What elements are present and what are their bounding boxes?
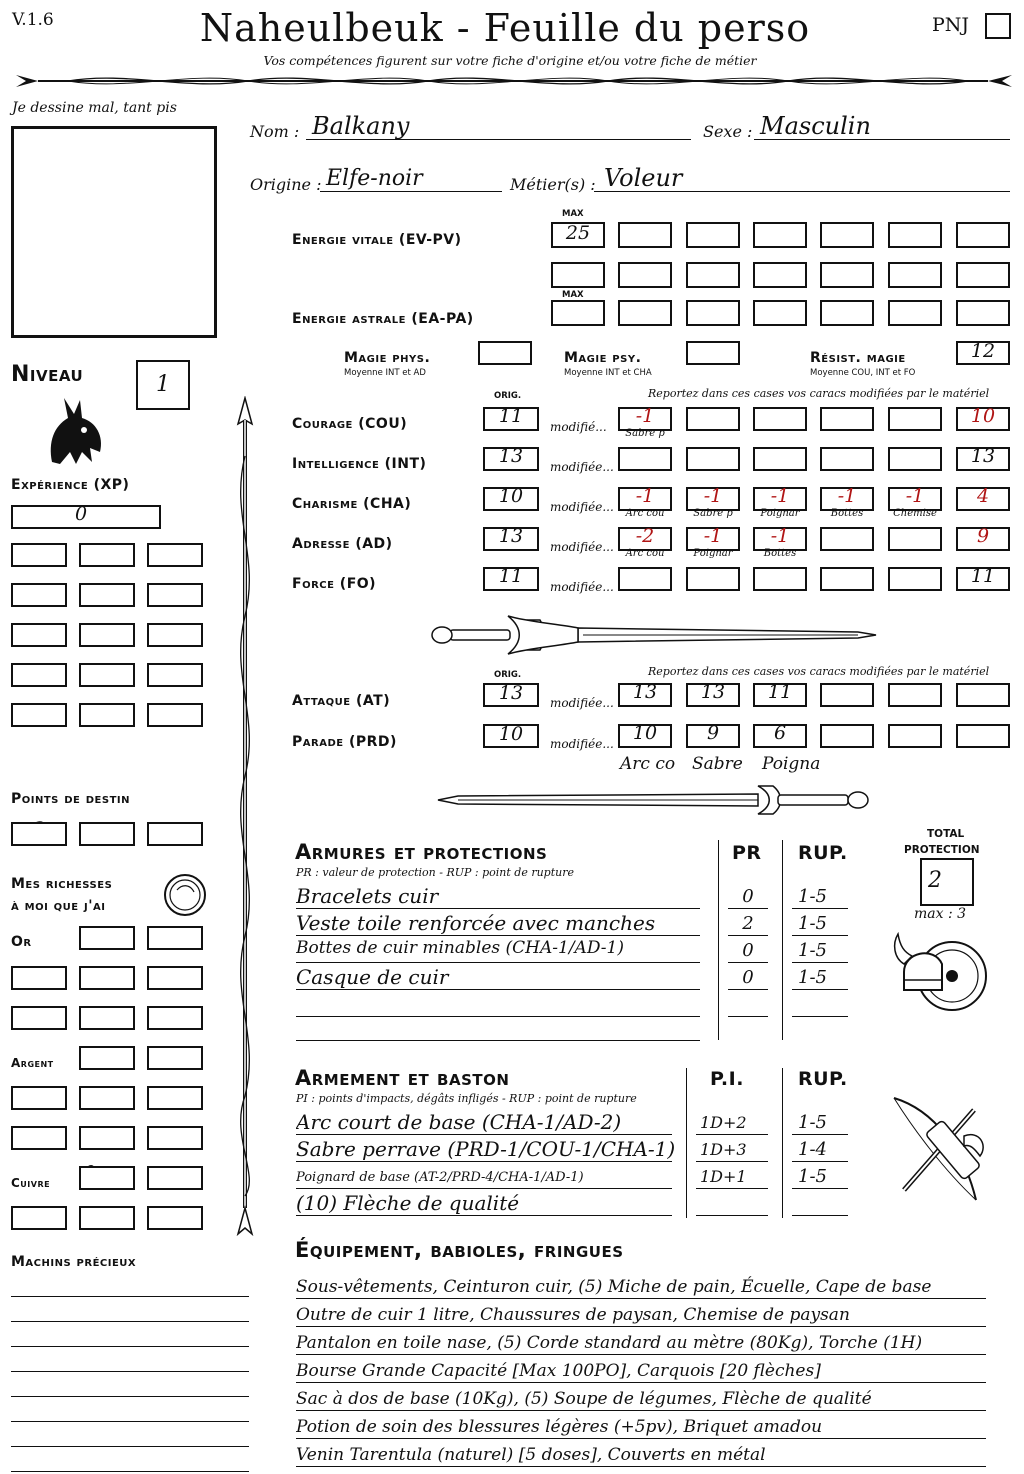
arme-name[interactable]: Arc court de base (CHA-1/AD-2) — [296, 1110, 622, 1134]
ev-max-value: 25 — [565, 222, 591, 244]
machins-line[interactable] — [11, 1296, 249, 1297]
prd-mod-box-1-value: 9 — [706, 722, 720, 744]
attaque-modifie-label: modifiée... — [550, 696, 614, 710]
equipement-line[interactable]: Sac à dos de base (10Kg), (5) Soupe de légumes, Flèche de qualité — [296, 1388, 986, 1411]
equipement-line[interactable]: Pantalon en toile nase, (5) Corde standard au mètre (80Kg), Torche (1H) — [296, 1332, 986, 1355]
carac-note-3-2: Bottes — [763, 548, 797, 559]
dragon-icon — [38, 392, 108, 468]
machins-line[interactable] — [11, 1321, 249, 1322]
at-mod-box-5[interactable] — [956, 683, 1010, 707]
prd-mod-box-2-value: 6 — [773, 722, 787, 744]
xp-box-4-1[interactable] — [79, 703, 135, 727]
richesses-label-2: à moi que j'ai — [11, 898, 106, 914]
armure-pr-underline — [728, 989, 768, 990]
money-box-2-2[interactable] — [147, 1006, 203, 1030]
arme-pi[interactable]: 1D+1 — [700, 1167, 747, 1186]
magie-psy-label: Magie psy. — [564, 350, 642, 366]
armure-name[interactable]: Bottes de cuir minables (CHA-1/AD-1) — [296, 938, 624, 958]
armure-underline — [296, 1040, 700, 1041]
armure-pr[interactable]: 0 — [742, 940, 754, 961]
carac-label-0: Courage (COU) — [292, 416, 408, 432]
money-box-5-0[interactable] — [11, 1126, 67, 1150]
ev-box-row1-1[interactable] — [618, 222, 672, 248]
ea-box-3[interactable] — [753, 300, 807, 326]
weapons-icon — [884, 1090, 994, 1210]
xp-box-1-1[interactable] — [79, 583, 135, 607]
arme-underline — [296, 1134, 672, 1135]
magie-phys-hint: Moyenne INT et AD — [344, 368, 426, 378]
xp-box-3-2[interactable] — [147, 663, 203, 687]
prd-mod-box-4[interactable] — [888, 724, 942, 748]
carac-mod-box-4-0[interactable] — [618, 567, 672, 591]
pnj-label: PNJ — [932, 14, 970, 36]
caracs-report-hint: Reportez dans ces cases vos caracs modifiées par le matériel — [648, 387, 990, 400]
carac-label-3: Adresse (AD) — [292, 536, 393, 552]
portrait-box[interactable] — [11, 126, 217, 338]
armure-underline — [296, 962, 700, 963]
armure-name[interactable]: Bracelets cuir — [296, 884, 439, 908]
xp-box-0-0[interactable] — [11, 543, 67, 567]
ev-label: Energie vitale (EV-PV) — [292, 232, 462, 248]
destin-box-2[interactable] — [147, 822, 203, 846]
arme-underline — [296, 1188, 672, 1189]
carac-note-2-4: Chemise — [893, 508, 937, 519]
total-max-label: max : 3 — [914, 906, 967, 922]
carac-mod-box-3-4[interactable] — [888, 527, 942, 551]
carac-mod-box-1-3[interactable] — [820, 447, 874, 471]
money-box-4-2[interactable] — [147, 1086, 203, 1110]
niveau-value: 1 — [156, 372, 170, 397]
arme-rup-underline — [792, 1188, 848, 1189]
money-box-5-2[interactable] — [147, 1126, 203, 1150]
carac-mod-box-2-3-value: -1 — [837, 485, 857, 507]
destin-label: Points de destin — [11, 791, 130, 807]
armures-hint: PR : valeur de protection - RUP : point de rupture — [296, 866, 574, 879]
armure-rup-underline — [792, 1016, 848, 1017]
weapon-note-3: Poigna — [762, 754, 821, 774]
ev-max-label: MAX — [562, 209, 584, 219]
at-mod-box-4[interactable] — [888, 683, 942, 707]
carac-mod-box-1-1[interactable] — [686, 447, 740, 471]
weapon-note-2: Sabre — [692, 754, 743, 774]
destin-box-1[interactable] — [79, 822, 135, 846]
money-box-6-1[interactable] — [79, 1166, 135, 1190]
armures-rup-label: RUP. — [798, 842, 848, 864]
armure-rup[interactable]: 1-5 — [798, 940, 827, 961]
parade-label: Parade (PRD) — [292, 734, 397, 750]
money-box-0-2[interactable] — [147, 926, 203, 950]
magie-phys-box[interactable] — [478, 341, 532, 365]
armure-pr-underline — [728, 1016, 768, 1017]
pnj-checkbox[interactable] — [985, 13, 1011, 39]
carac-modifie-label-4: modifiée... — [550, 580, 614, 594]
arme-name[interactable]: (10) Flèche de qualité — [296, 1191, 520, 1215]
caracs-orig-label: ORIG. — [494, 391, 522, 401]
armure-rup[interactable]: 1-5 — [798, 886, 827, 907]
armure-pr[interactable]: 2 — [742, 913, 754, 934]
equipement-line[interactable]: Bourse Grande Capacité [Max 100PO], Carquois [20 flèches] — [296, 1360, 986, 1383]
carac-mod-box-4-1[interactable] — [686, 567, 740, 591]
money-box-7-2[interactable] — [147, 1206, 203, 1230]
armement-hint: PI : points d'impacts, dégâts infligés - RUP : point de rupture — [296, 1092, 637, 1105]
carac-mod-box-2-4-value: -1 — [905, 485, 925, 507]
money-box-1-1[interactable] — [79, 966, 135, 990]
ev-box-row1-6[interactable] — [956, 222, 1010, 248]
carac-note-2-2: Poignar — [760, 508, 800, 519]
carac-mod-box-4-4[interactable] — [888, 567, 942, 591]
carac-orig-box-2-value: 10 — [498, 485, 524, 507]
armure-pr[interactable]: 0 — [742, 967, 754, 988]
carac-note-0-0: Sabre p — [625, 428, 665, 439]
money-box-4-1[interactable] — [79, 1086, 135, 1110]
carac-mod-box-0-1[interactable] — [686, 407, 740, 431]
armure-rup[interactable]: 1-5 — [798, 967, 827, 988]
ev-box-row1-3[interactable] — [753, 222, 807, 248]
armure-name[interactable]: Veste toile renforcée avec manches — [296, 911, 656, 935]
carac-note-3-1: Poignar — [693, 548, 733, 559]
carac-final-box-2-value: 4 — [976, 485, 990, 507]
arme-rup[interactable]: 1-4 — [798, 1139, 827, 1160]
carac-mod-box-3-1-value: -1 — [703, 525, 723, 547]
nom-label: Nom : — [250, 122, 300, 141]
sword-icon — [428, 780, 878, 820]
ev-box-row2-5[interactable] — [888, 262, 942, 288]
arme-rup-underline — [792, 1215, 848, 1216]
arme-pi-underline — [696, 1161, 768, 1162]
carac-label-2: Charisme (CHA) — [292, 496, 412, 512]
money-box-6-2[interactable] — [147, 1166, 203, 1190]
arme-pi-underline — [696, 1134, 768, 1135]
origine-label: Origine : — [250, 175, 322, 194]
combat-orig-label: ORIG. — [494, 670, 522, 680]
armure-underline — [296, 935, 700, 936]
carac-orig-box-4-value: 11 — [498, 565, 524, 587]
equipement-title: Équipement, babioles, fringues — [295, 1238, 624, 1262]
armement-title: Armement et baston — [295, 1066, 510, 1090]
ea-label: Energie astrale (EA-PA) — [292, 311, 474, 327]
argent-label: Argent — [11, 1056, 54, 1070]
helmet-shield-icon — [890, 928, 990, 1024]
arme-rup-underline — [792, 1161, 848, 1162]
money-box-1-0[interactable] — [11, 966, 67, 990]
carac-label-1: Intelligence (INT) — [292, 456, 427, 472]
prd-mod-box-0-value: 10 — [632, 722, 658, 744]
carac-mod-box-0-4[interactable] — [888, 407, 942, 431]
ea-box-2[interactable] — [686, 300, 740, 326]
machins-label: Machins précieux — [11, 1254, 137, 1270]
carac-final-box-0-value: 10 — [970, 405, 996, 427]
armure-rup-underline — [792, 935, 848, 936]
xp-box-0-2[interactable] — [147, 543, 203, 567]
portrait-caption: Je dessine mal, tant pis — [12, 100, 177, 116]
carac-mod-box-0-2[interactable] — [753, 407, 807, 431]
vine-divider-icon — [8, 66, 1018, 96]
ev-box-row2-2[interactable] — [686, 262, 740, 288]
magie-psy-box[interactable] — [686, 341, 740, 365]
total-protection-value: 2 — [928, 868, 942, 893]
arme-pi[interactable]: 1D+2 — [700, 1113, 747, 1132]
carac-mod-box-3-3[interactable] — [820, 527, 874, 551]
armure-rup-underline — [792, 908, 848, 909]
carac-orig-box-1-value: 13 — [498, 445, 524, 467]
carac-orig-box-3-value: 13 — [498, 525, 524, 547]
ea-box-6[interactable] — [956, 300, 1010, 326]
ev-box-row1-2[interactable] — [686, 222, 740, 248]
sexe-label: Sexe : — [703, 122, 753, 141]
armure-rup-underline — [792, 962, 848, 963]
carac-mod-box-0-3[interactable] — [820, 407, 874, 431]
carac-final-box-3-value: 9 — [976, 525, 990, 547]
armure-pr-underline — [728, 908, 768, 909]
at-mod-box-0-value: 13 — [632, 681, 658, 703]
machins-line[interactable] — [11, 1421, 249, 1422]
carac-label-4: Force (FO) — [292, 576, 377, 592]
machins-line[interactable] — [11, 1371, 249, 1372]
carac-note-3-0: Arc cou — [625, 548, 665, 559]
money-box-2-0[interactable] — [11, 1006, 67, 1030]
xp-box-2-0[interactable] — [11, 623, 67, 647]
money-box-7-1[interactable] — [79, 1206, 135, 1230]
equipement-line[interactable]: Sous-vêtements, Ceinturon cuir, (5) Miche de pain, Écuelle, Cape de base — [296, 1276, 986, 1299]
armure-rup[interactable]: 1-5 — [798, 913, 827, 934]
xp-label: Expérience (XP) — [11, 477, 130, 493]
resist-magie-label: Résist. magie — [810, 350, 906, 366]
resist-magie-hint: Moyenne COU, INT et FO — [810, 368, 916, 378]
xp-box-2-1[interactable] — [79, 623, 135, 647]
ea-max-label: MAX — [562, 290, 584, 300]
money-box-2-1[interactable] — [79, 1006, 135, 1030]
nom-value[interactable]: Balkany — [312, 112, 410, 140]
ev-box-row2-0[interactable] — [551, 262, 605, 288]
carac-mod-box-3-2-value: -1 — [770, 525, 790, 547]
xp-box-3-1[interactable] — [79, 663, 135, 687]
ea-max-box[interactable] — [551, 300, 605, 326]
xp-box-0-1[interactable] — [79, 543, 135, 567]
resist-magie-value: 12 — [970, 340, 996, 362]
equipement-line[interactable]: Outre de cuir 1 litre, Chaussures de paysan, Chemise de paysan — [296, 1304, 986, 1327]
xp-box-1-2[interactable] — [147, 583, 203, 607]
metier-label: Métier(s) : — [510, 175, 596, 194]
prd-mod-box-5[interactable] — [956, 724, 1010, 748]
at-mod-box-1-value: 13 — [700, 681, 726, 703]
ev-box-row2-3[interactable] — [753, 262, 807, 288]
carac-mod-box-1-4[interactable] — [888, 447, 942, 471]
at-mod-box-2-value: 11 — [767, 681, 793, 703]
armure-rup-underline — [792, 989, 848, 990]
carac-mod-box-2-2-value: -1 — [770, 485, 790, 507]
equipement-line[interactable]: Venin Tarentula (naturel) [5 doses], Couverts en métal — [296, 1444, 986, 1467]
machins-line[interactable] — [11, 1396, 249, 1397]
money-box-7-0[interactable] — [11, 1206, 67, 1230]
carac-mod-box-4-2[interactable] — [753, 567, 807, 591]
carac-modifie-label-2: modifiée... — [550, 500, 614, 514]
origine-value[interactable]: Elfe-noir — [326, 166, 423, 191]
pr-label: PR — [732, 842, 762, 864]
armure-underline — [296, 1016, 700, 1017]
carac-mod-box-1-2[interactable] — [753, 447, 807, 471]
carac-mod-box-4-3[interactable] — [820, 567, 874, 591]
sword-icon — [428, 612, 878, 658]
metier-value[interactable]: Voleur — [604, 164, 683, 192]
xp-value: 0 — [74, 503, 88, 525]
machins-line[interactable] — [11, 1446, 249, 1447]
arme-pi-underline — [696, 1188, 768, 1189]
carac-mod-box-3-0-value: -2 — [635, 525, 655, 547]
carac-note-2-1: Sabre p — [693, 508, 733, 519]
ea-box-4[interactable] — [820, 300, 874, 326]
arme-rup[interactable]: 1-5 — [798, 1166, 827, 1187]
carac-note-2-0: Arc cou — [625, 508, 665, 519]
xp-box-3-0[interactable] — [11, 663, 67, 687]
money-box-4-0[interactable] — [11, 1086, 67, 1110]
armure-underline — [296, 989, 700, 990]
weapon-note-1: Arc co — [620, 754, 676, 774]
prd-mod-box-3[interactable] — [820, 724, 874, 748]
xp-box-2-2[interactable] — [147, 623, 203, 647]
xp-box-4-2[interactable] — [147, 703, 203, 727]
ev-box-row2-4[interactable] — [820, 262, 874, 288]
richesses-label-1: Mes richesses — [11, 876, 113, 892]
version-label: V.1.6 — [12, 10, 54, 30]
carac-final-box-4-value: 11 — [970, 565, 996, 587]
sheet-subtitle: Vos compétences figurent sur votre fiche d'origine et/ou votre fiche de métier — [263, 53, 757, 68]
armure-pr-underline — [728, 935, 768, 936]
arme-underline — [296, 1215, 672, 1216]
xp-box-4-0[interactable] — [11, 703, 67, 727]
arme-name[interactable]: Poignard de base (AT-2/PRD-4/CHA-1/AD-1) — [296, 1170, 584, 1185]
ev-box-row1-5[interactable] — [888, 222, 942, 248]
ev-box-row2-6[interactable] — [956, 262, 1010, 288]
coin-icon — [162, 872, 208, 918]
arme-pi-underline — [696, 1215, 768, 1216]
carac-modifie-label-3: modifiée... — [550, 540, 614, 554]
magie-psy-hint: Moyenne INT et CHA — [564, 368, 652, 378]
money-box-3-1[interactable] — [79, 1046, 135, 1070]
money-box-5-1[interactable] — [79, 1126, 135, 1150]
arme-name[interactable]: Sabre perrave (PRD-1/COU-1/CHA-1) — [296, 1137, 676, 1161]
arme-rup-underline — [792, 1134, 848, 1135]
money-box-0-1[interactable] — [79, 926, 135, 950]
ea-box-5[interactable] — [888, 300, 942, 326]
money-box-1-2[interactable] — [147, 966, 203, 990]
armement-rup-label: RUP. — [798, 1068, 848, 1090]
or-label: Or — [11, 934, 32, 950]
ev-box-row1-4[interactable] — [820, 222, 874, 248]
magie-phys-label: Magie phys. — [344, 350, 431, 366]
armures-title: Armures et protections — [295, 840, 548, 864]
combat-report-hint: Reportez dans ces cases vos caracs modifiées par le matériel — [648, 665, 990, 678]
carac-mod-box-2-1-value: -1 — [703, 485, 723, 507]
spear-icon — [222, 396, 268, 1238]
niveau-label: Niveau — [11, 362, 84, 387]
arme-rup[interactable]: 1-5 — [798, 1112, 827, 1133]
machins-line[interactable] — [11, 1346, 249, 1347]
at-mod-box-3[interactable] — [820, 683, 874, 707]
carac-mod-box-0-0-value: -1 — [635, 405, 655, 427]
attaque-orig-value: 13 — [498, 682, 524, 704]
sexe-value[interactable]: Masculin — [760, 112, 871, 140]
parade-orig-value: 10 — [498, 723, 524, 745]
total-label-2: PROTECTION — [904, 844, 980, 856]
cuivre-label: Cuivre — [11, 1176, 51, 1190]
armure-name[interactable]: Casque de cuir — [296, 965, 449, 989]
armure-underline — [296, 908, 700, 909]
parade-modifie-label: modifiée... — [550, 737, 614, 751]
carac-modifie-label-0: modifié... — [550, 420, 607, 434]
arme-underline — [296, 1161, 672, 1162]
armure-pr[interactable]: 0 — [742, 886, 754, 907]
carac-final-box-1-value: 13 — [970, 445, 996, 467]
carac-orig-box-0-value: 11 — [498, 405, 524, 427]
pi-label: P.I. — [710, 1068, 744, 1090]
attaque-label: Attaque (AT) — [292, 693, 391, 709]
arme-pi[interactable]: 1D+3 — [700, 1140, 747, 1159]
carac-modifie-label-1: modifiée... — [550, 460, 614, 474]
money-box-3-2[interactable] — [147, 1046, 203, 1070]
total-label-1: TOTAL — [927, 828, 965, 840]
destin-box-0[interactable] — [11, 822, 67, 846]
ev-box-row2-1[interactable] — [618, 262, 672, 288]
sheet-title: Naheulbeuk - Feuille du perso — [199, 6, 811, 50]
carac-mod-box-1-0[interactable] — [618, 447, 672, 471]
armure-pr-underline — [728, 962, 768, 963]
equipement-line[interactable]: Potion de soin des blessures légères (+5pv), Briquet amadou — [296, 1416, 986, 1439]
carac-note-2-3: Bottes — [830, 508, 864, 519]
carac-mod-box-2-0-value: -1 — [635, 485, 655, 507]
xp-box-1-0[interactable] — [11, 583, 67, 607]
machins-line[interactable] — [11, 1471, 249, 1472]
ea-box-1[interactable] — [618, 300, 672, 326]
